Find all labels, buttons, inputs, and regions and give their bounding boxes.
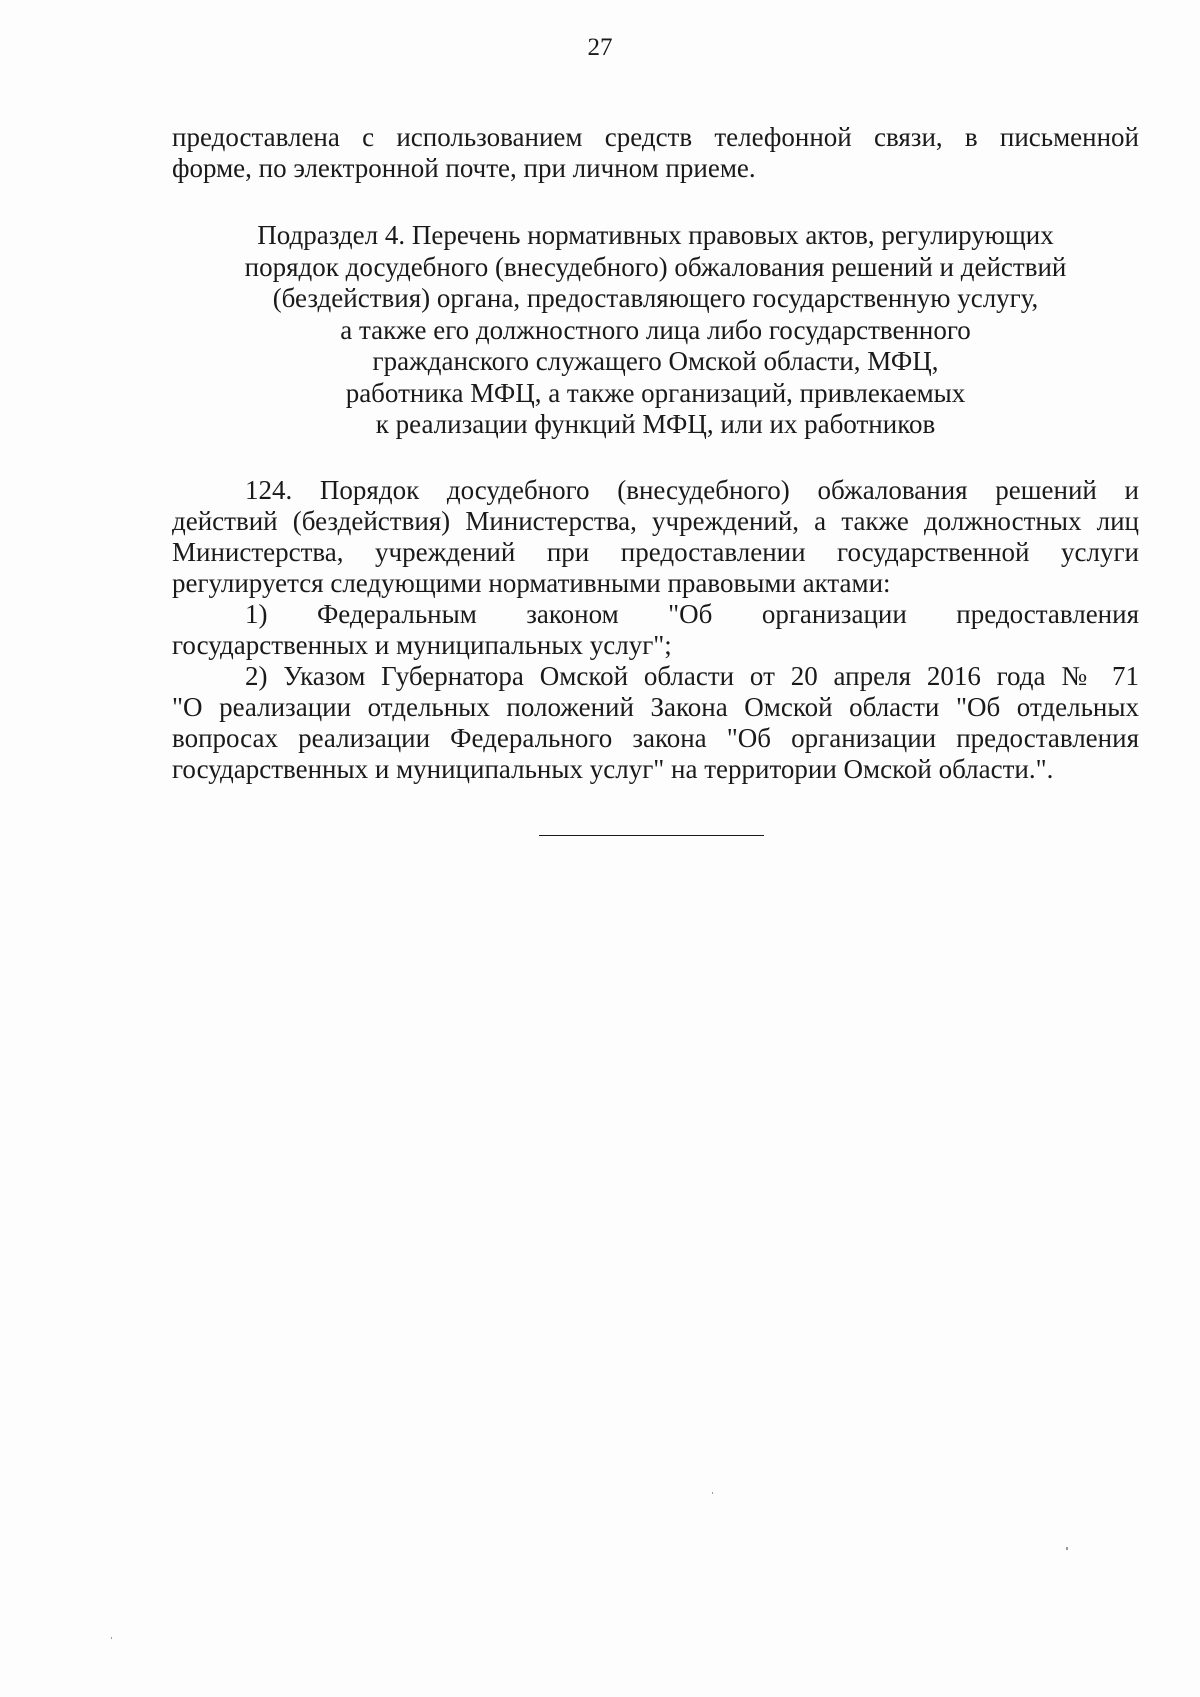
subitem-2-line-1: 2) Указом Губернатора Омской области от 20 апреля 2016 года № 71 — [245, 661, 1139, 691]
item-124-paragraph — [172, 475, 1139, 599]
heading-line-2: порядок досудебного (внесудебного) обжалования решений и действий — [244, 251, 1067, 282]
item-124-line-4: регулируется следующими нормативными правовыми актами: — [172, 568, 891, 598]
heading-line-7: к реализации функций МФЦ, или их работников — [375, 409, 936, 439]
subsection-heading — [172, 220, 1139, 441]
closing-rule — [539, 835, 764, 836]
subitem-2-line-4: государственных и муниципальных услуг" на территории Омской области.". — [172, 754, 1054, 784]
subitem-2-line-2: "О реализации отдельных положений Закона Омской области "Об отдельных — [172, 692, 1139, 722]
heading-line-4: а также его должностного лица либо государственного — [340, 314, 971, 345]
page-number: 27 — [587, 34, 613, 61]
heading-line-6: работника МФЦ, а также организаций, привлекаемых — [345, 377, 966, 408]
scan-speck — [111, 1637, 112, 1639]
intro-paragraph — [172, 122, 1139, 184]
subitem-2-line-3: вопросах реализации Федерального закона "Об организации предоставления — [172, 723, 1139, 753]
scan-speck — [1066, 1547, 1068, 1550]
subitem-1-line-1: 1) Федеральным законом "Об организации предоставления — [245, 599, 1139, 629]
subitem-2-paragraph — [172, 661, 1139, 785]
item-124-line-3: Министерства, учреждений при предоставлении государственной услуги — [172, 537, 1139, 567]
heading-line-3: (бездействия) органа, предоставляющего государственную услугу, — [272, 283, 1039, 313]
item-124-line-1: 124. Порядок досудебного (внесудебного) обжалования решений и — [245, 475, 1139, 505]
intro-line-2: форме, по электронной почте, при личном приеме. — [172, 153, 756, 183]
item-124-line-2: действий (бездействия) Министерства, учреждений, а также должностных лиц — [172, 506, 1139, 536]
scan-speck — [712, 1492, 713, 1494]
subitem-1-line-2: государственных и муниципальных услуг"; — [172, 630, 672, 660]
item-124-section — [172, 475, 1139, 785]
heading-line-1: Подраздел 4. Перечень нормативных правовых актов, регулирующих — [257, 220, 1054, 250]
intro-line-1: предоставлена с использованием средств телефонной связи, в письменной — [172, 122, 1139, 152]
subitem-1-paragraph — [172, 599, 1139, 661]
heading-line-5: гражданского служащего Омской области, МФЦ, — [372, 346, 939, 376]
